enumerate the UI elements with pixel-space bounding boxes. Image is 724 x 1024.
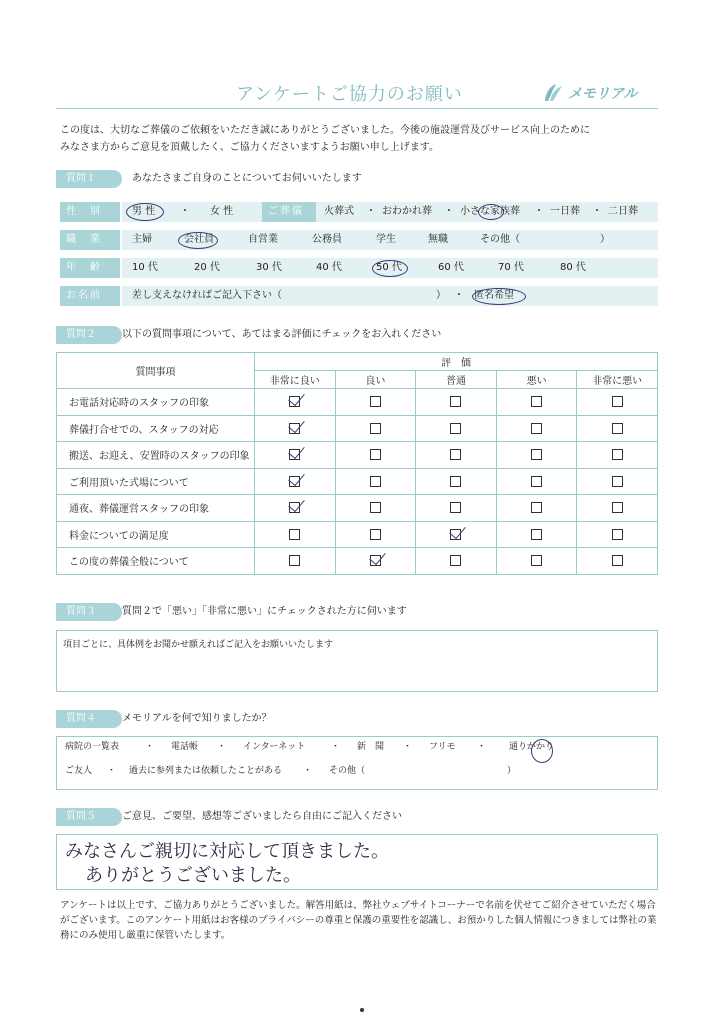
age-option-4[interactable]: 40 代 [316, 262, 342, 273]
rating-cell [255, 495, 336, 522]
rating-checkbox[interactable] [450, 555, 461, 566]
job-option-2[interactable]: 会社員 [184, 234, 214, 245]
rating-cell [335, 548, 416, 575]
name-prompt: 差し支えなければご記入下さい（ [132, 290, 282, 301]
rating-cell [577, 495, 658, 522]
question-item: この度の葬儀全般について [57, 548, 255, 575]
job-option-1[interactable]: 主婦 [132, 234, 152, 245]
rating-cell [335, 495, 416, 522]
q3-label: 質問３ [56, 603, 122, 621]
rating-cell [416, 548, 497, 575]
rating-checkbox[interactable] [450, 423, 461, 434]
rating-checkbox[interactable] [289, 449, 300, 460]
rating-checkbox[interactable] [370, 476, 381, 487]
table-row [57, 415, 658, 442]
name-close: ） [436, 290, 446, 301]
rating-cell [416, 389, 497, 416]
gender-selected-mark [126, 203, 164, 221]
rating-checkbox[interactable] [370, 396, 381, 407]
q4-label: 質問４ [56, 710, 122, 728]
job-option-4[interactable]: 公務員 [312, 234, 342, 245]
rating-checkbox[interactable] [612, 476, 623, 487]
rating-checkbox[interactable] [531, 476, 542, 487]
col-eval-header: 評 価 [255, 353, 658, 371]
rating-checkbox[interactable] [531, 529, 542, 540]
footer-note [60, 898, 660, 943]
age-option-1[interactable]: 10 代 [132, 262, 158, 273]
rating-cell [577, 521, 658, 548]
page-title: アンケートご協力のお願い [236, 84, 463, 105]
rating-cell [496, 415, 577, 442]
job-option-other[interactable]: その他（ ） [480, 234, 610, 245]
rating-checkbox[interactable] [289, 396, 300, 407]
rating-cell [577, 548, 658, 575]
q3-answer-box[interactable] [56, 630, 658, 692]
ceremony-label: ご葬儀 [262, 202, 316, 222]
question-item: お電話対応時のスタッフの印象 [57, 389, 255, 416]
question-item: ご利用頂いた式場について [57, 468, 255, 495]
q2-label: 質問２ [56, 326, 122, 344]
rating-cell [496, 548, 577, 575]
age-option-8[interactable]: 80 代 [560, 262, 586, 273]
q4-option-3[interactable]: インターネット [243, 742, 306, 752]
q5-label: 質問５ [56, 808, 122, 826]
job-option-6[interactable]: 無職 [428, 234, 448, 245]
q4-option-8[interactable]: 過去に参列または依頼したことがある [129, 766, 283, 776]
job-selected-mark [178, 232, 218, 249]
gender-label: 性 別 [60, 202, 120, 222]
rating-checkbox[interactable] [289, 423, 300, 434]
question-item: 葬儀打合せでの、スタッフの対応 [57, 415, 255, 442]
q4-selected-mark [531, 739, 553, 763]
q3-box-hint: 項目ごとに、具体例をお聞かせ願えればご記入をお願いいたします [63, 640, 334, 650]
rating-checkbox[interactable] [612, 449, 623, 460]
rating-checkbox[interactable] [450, 396, 461, 407]
leaf-logo-icon [542, 83, 564, 103]
name-label: お名前 [60, 286, 120, 306]
rating-cell [255, 521, 336, 548]
age-selected-mark [372, 260, 408, 277]
rating-cell [335, 468, 416, 495]
survey-page: アンケートご協力のお願い メモリアル この度は、大切なご葬儀のご依頼をいただき誠にありがとうございました。今後の施設運営及びサービス向上のために みなさま方からご意見を頂戴したく、ご協力くださいますようお願い申し上げます。 質問１ あなたさまご自身のことについてお伺いいたします 性 別 男 性 ・ 女 性 ご葬儀 火葬式 ・ おわかれ葬 ・ 小さな家族葬 ・ 一日葬 ・ 二日葬 職 業 主婦 会社員 自営業 公務員 学生 無職 その他（ ） 年 齢 10 代 20 代 30 代 40 代 50 代 60 代 70 代 80 代 お名前 差し支えなければご記入下さい（ ） ・ 匿名希望 質問２ 以下の質問事項について、あてはまる評価にチェックをお入れください 質問事項 評 価 非常に良い 良い 普通 悪い 非常に悪い お電話対応時のスタッフの印象 葬儀打合せでの、スタッフの対応 搬送、お迎え、安置時のスタッフの印象 ご利用頂いた式場について 通夜、葬儀運営スタッフの印象 料金についての満足度 この度の葬儀全般について 質問３ 質問２で「悪い」「非常に悪い」にチェックされた方に伺います 項目ごとに、具体例をお聞かせ願えればご記入をお願いいたします 質問４ メモリアルを何で知りましたか？ 病院の一覧表 ・ 電話帳 ・ インターネット ・ 新 聞 ・ フリモ ・ 通りがかり ご友人 ・ 過去に参列または依頼したことがある ・ その他（ ） 質問５ ご意見、ご要望、感想等ございましたら自由にご記入ください みなさんご親切に対応して頂きました。 ありがとうございました。 アンケートは以上です、ご協力ありがとうございました。解答用紙は、弊社ウェブサイトコーナーで名前を伏せてご紹介させていただく場合 がございます。このアンケート用紙はお客様のプライバシーの尊重と保護の重要性を認識し、お預かりした個人情報につきましては弊社の業 務にのみ使用し厳重に保管いたします。 [0, 0, 724, 1024]
rating-cell [335, 415, 416, 442]
question-item: 料金についての満足度 [57, 521, 255, 548]
table-row [57, 548, 658, 575]
rating-checkbox[interactable] [531, 423, 542, 434]
rating-cell [496, 468, 577, 495]
ceremony-option-2[interactable]: おわかれ葬 [382, 206, 432, 217]
intro-line-1: この度は、大切なご葬儀のご依頼をいただき誠にありがとうございました。今後の施設運営及びサービス向上のために [60, 125, 590, 136]
rating-header-1: 非常に良い [255, 371, 336, 389]
rating-checkbox[interactable] [370, 423, 381, 434]
rating-checkbox[interactable] [612, 555, 623, 566]
age-option-7[interactable]: 70 代 [498, 262, 524, 273]
intro-text [60, 122, 660, 156]
q3-text: 質問２で「悪い」「非常に悪い」にチェックされた方に伺います [122, 606, 407, 617]
gender-option-female[interactable]: 女 性 [210, 206, 234, 217]
rating-checkbox[interactable] [289, 502, 300, 513]
rating-cell [577, 415, 658, 442]
rating-cell [496, 442, 577, 469]
footer-line-2: がございます。このアンケート用紙はお客様のプライバシーの尊重と保護の重要性を認識し、お預かりした個人情報につきましては弊社の業 [60, 915, 657, 926]
rating-checkbox[interactable] [289, 555, 300, 566]
age-option-2[interactable]: 20 代 [194, 262, 220, 273]
col-item-header: 質問事項 [57, 353, 255, 389]
q4-option-5[interactable]: フリモ [429, 742, 456, 752]
rating-cell [255, 442, 336, 469]
rating-checkbox[interactable] [531, 502, 542, 513]
rating-cell [416, 468, 497, 495]
rating-header-5: 非常に悪い [577, 371, 658, 389]
rating-cell [255, 389, 336, 416]
ceremony-option-4[interactable]: 一日葬 [550, 206, 580, 217]
job-label: 職 業 [60, 230, 120, 250]
rating-cell [416, 495, 497, 522]
rating-cell [416, 442, 497, 469]
age-option-3[interactable]: 30 代 [256, 262, 282, 273]
rating-checkbox[interactable] [450, 529, 461, 540]
q4-text: メモリアルを何で知りましたか？ [122, 713, 272, 724]
rating-checkbox[interactable] [450, 476, 461, 487]
name-selected-mark [472, 288, 526, 305]
rating-cell [335, 442, 416, 469]
question-item: 搬送、お迎え、安置時のスタッフの印象 [57, 442, 255, 469]
ceremony-option-5[interactable]: 二日葬 [608, 206, 638, 217]
age-option-6[interactable]: 60 代 [438, 262, 464, 273]
age-label: 年 齢 [60, 258, 120, 278]
job-option-3[interactable]: 自営業 [248, 234, 278, 245]
rating-cell [255, 415, 336, 442]
rating-cell [255, 468, 336, 495]
rating-cell [577, 468, 658, 495]
footer-line-1: アンケートは以上です、ご協力ありがとうございました。解答用紙は、弊社ウェブサイトコーナーで名前を伏せてご紹介させていただく場合 [60, 900, 656, 911]
rating-checkbox[interactable] [370, 529, 381, 540]
q2-text: 以下の質問事項について、あてはまる評価にチェックをお入れください [122, 329, 442, 340]
table-row [57, 495, 658, 522]
q4-option-2[interactable]: 電話帳 [171, 742, 199, 752]
q1-text: あなたさまご自身のことについてお伺いいたします [132, 173, 362, 184]
rating-table [56, 352, 658, 575]
job-option-5[interactable]: 学生 [376, 234, 396, 245]
q5-answer-line-1: みなさんご親切に対応して頂きました。 [65, 841, 389, 862]
table-row [57, 521, 658, 548]
rating-cell [416, 415, 497, 442]
rating-checkbox[interactable] [450, 449, 461, 460]
rating-cell [496, 495, 577, 522]
q4-option-other[interactable]: その他（ [329, 766, 366, 776]
rating-cell [255, 548, 336, 575]
q4-option-6[interactable]: 通りがかり [509, 742, 555, 752]
rating-cell [416, 521, 497, 548]
q1-label: 質問１ [56, 170, 122, 188]
title-divider [56, 108, 658, 109]
rating-checkbox[interactable] [370, 555, 381, 566]
name-anonymous-option[interactable]: 匿名希望 [474, 290, 514, 301]
logo [542, 83, 637, 103]
q4-other-close: ） [507, 766, 517, 776]
q4-option-7[interactable]: ご友人 [65, 766, 93, 776]
logo-text: メモリアル [568, 86, 638, 102]
rating-checkbox[interactable] [531, 449, 542, 460]
footer-line-3: 務にのみ使用し厳重に保管いたします。 [60, 930, 231, 941]
scan-dot [360, 1008, 364, 1012]
rating-checkbox[interactable] [612, 396, 623, 407]
ceremony-option-1[interactable]: 火葬式 [324, 206, 354, 217]
rating-checkbox[interactable] [289, 529, 300, 540]
rating-checkbox[interactable] [531, 396, 542, 407]
rating-cell [577, 442, 658, 469]
rating-checkbox[interactable] [612, 529, 623, 540]
rating-cell [496, 521, 577, 548]
rating-checkbox[interactable] [370, 502, 381, 513]
rating-checkbox[interactable] [450, 502, 461, 513]
q5-answer-line-2: ありがとうございました。 [85, 865, 301, 886]
ceremony-option-3[interactable]: 小さな家族葬 [460, 206, 520, 217]
q4-options-box: 病院の一覧表 ・ 電話帳 ・ インターネット ・ 新 聞 ・ フリモ ・ 通りがかり ご友人 ・ 過去に参列または依頼したことがある ・ その他（ ） [56, 736, 658, 790]
q5-text: ご意見、ご要望、感想等ございましたら自由にご記入ください [122, 811, 402, 822]
rating-checkbox[interactable] [531, 555, 542, 566]
rating-checkbox[interactable] [370, 449, 381, 460]
rating-cell [577, 389, 658, 416]
q5-answer-box[interactable] [56, 834, 658, 890]
table-row [57, 468, 658, 495]
rating-header-4: 悪い [496, 371, 577, 389]
table-row [57, 389, 658, 416]
age-option-5[interactable]: 50 代 [376, 262, 402, 273]
q4-option-4[interactable]: 新 聞 [357, 742, 385, 752]
rating-checkbox[interactable] [612, 502, 623, 513]
rating-checkbox[interactable] [289, 476, 300, 487]
q4-option-1[interactable]: 病院の一覧表 [65, 742, 120, 752]
intro-line-2: みなさま方からご意見を頂戴したく、ご協力くださいますようお願い申し上げます。 [60, 142, 439, 153]
question-item: 通夜、葬儀運営スタッフの印象 [57, 495, 255, 522]
ceremony-selected-mark [478, 204, 504, 220]
rating-cell [335, 389, 416, 416]
gender-option-male[interactable]: 男 性 [132, 206, 156, 217]
rating-cell [496, 389, 577, 416]
rating-header-3: 普通 [416, 371, 497, 389]
rating-header-2: 良い [335, 371, 416, 389]
table-row [57, 442, 658, 469]
rating-cell [335, 521, 416, 548]
rating-table-body [57, 389, 658, 575]
rating-checkbox[interactable] [612, 423, 623, 434]
